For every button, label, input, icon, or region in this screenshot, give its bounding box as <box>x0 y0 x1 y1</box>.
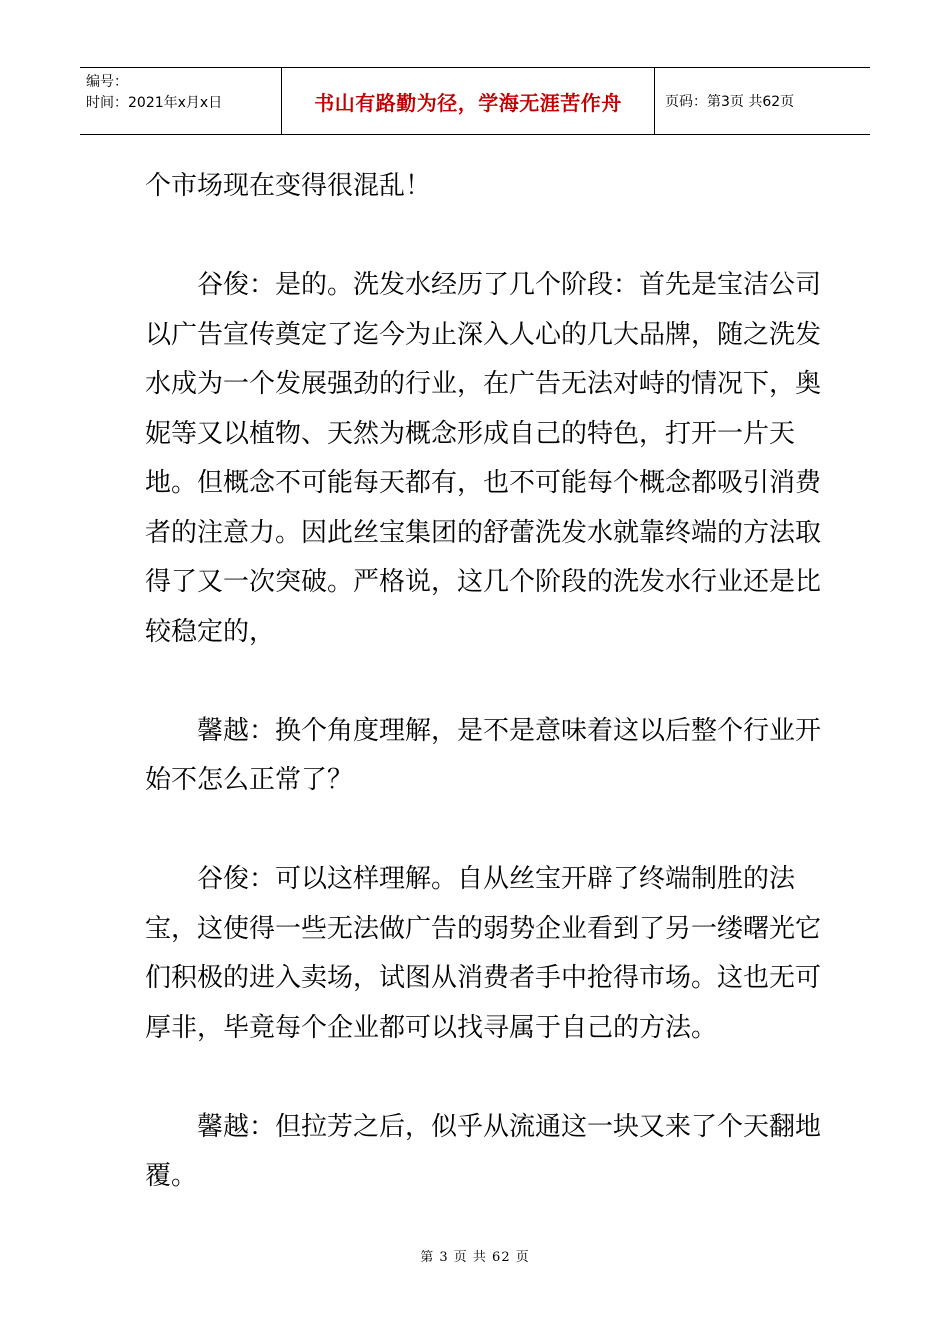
paragraph: 馨越：但拉芳之后，似乎从流通这一块又来了个天翻地覆。 <box>145 1111 822 1191</box>
header-motto: 书山有路勤为径，学海无涯苦作舟 <box>314 90 622 115</box>
footer-page-number: 第 3 页 共 62 页 <box>420 1250 530 1265</box>
paragraph: 谷俊：可以这样理解。自从丝宝开辟了终端制胜的法宝，这使得一些无法做广告的弱势企业看到了另一缕曙光它们积极的进入卖场，试图从消费者手中抢得市场。这也无可厚非，毕竟每个企业都可以找寻属于自己的方法。 <box>145 864 822 1043</box>
paragraph: 馨越：换个角度理解，是不是意味着这以后整个行业开始不怎么正常了？ <box>145 715 822 795</box>
page-footer <box>0 1246 950 1265</box>
page-header <box>80 67 870 135</box>
header-motto-cell <box>282 68 655 134</box>
header-meta-cell <box>80 68 282 134</box>
header-page-cell <box>655 68 870 134</box>
paragraph: 个市场现在变得很混乱！ <box>145 171 432 201</box>
document-number-label: 编号： <box>86 74 128 90</box>
document-body <box>145 162 825 1202</box>
document-date-label: 时间：2021年x月x日 <box>86 95 223 111</box>
header-page-number: 页码：第3页 共62页 <box>665 94 795 110</box>
paragraph: 谷俊：是的。洗发水经历了几个阶段：首先是宝洁公司以广告宣传奠定了迄今为止深入人心的几大品牌，随之洗发水成为一个发展强劲的行业，在广告无法对峙的情况下，奥妮等又以植物、天然为概念形成自己的特色，打开一片天地。但概念不可能每天都有，也不可能每个概念都吸引消费者的注意力。因此丝宝集团的舒蕾洗发水就靠终端的方法取得了又一次突破。严格说，这几个阶段的洗发水行业还是比较稳定的， <box>145 270 822 647</box>
